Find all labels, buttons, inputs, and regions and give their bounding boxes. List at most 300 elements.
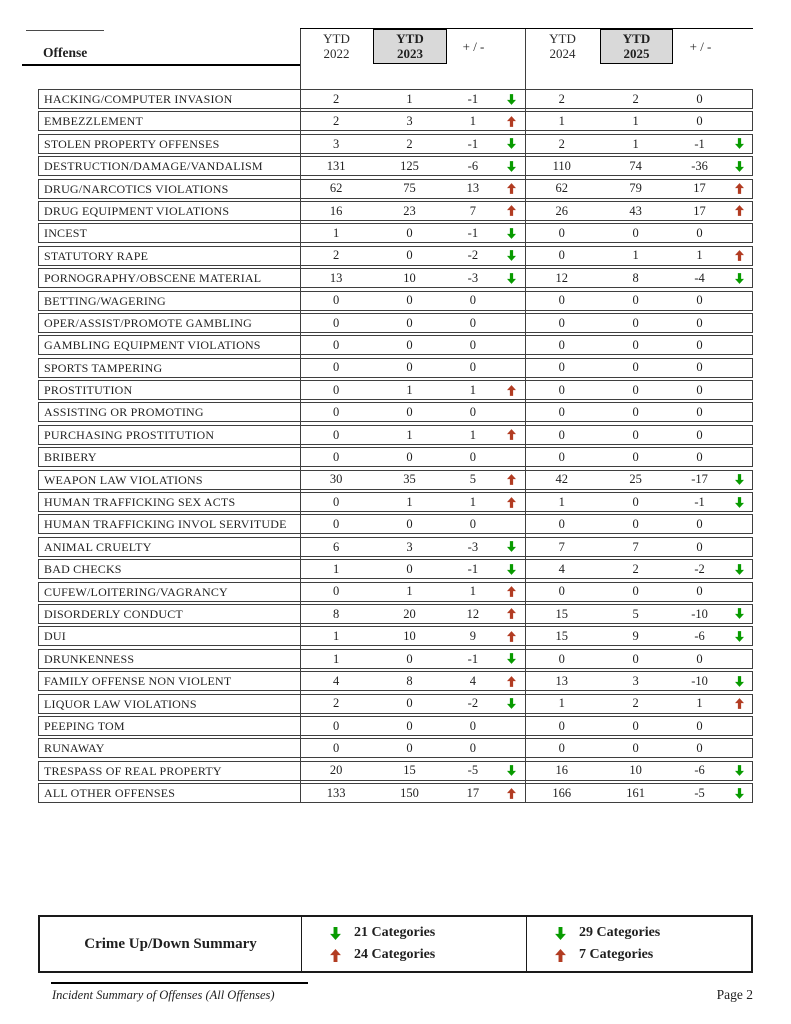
header-top-rule — [300, 28, 753, 29]
table-row — [38, 246, 753, 266]
offense-name: PORNOGRAPHY/OBSCENE MATERIAL — [44, 272, 262, 285]
up-arrow-icon — [507, 183, 516, 194]
delta-2023-value: -1 — [467, 136, 479, 151]
trend-arrow-cell — [727, 471, 752, 489]
column-header-delta-2: + / - — [689, 39, 712, 54]
offense-name: DUI — [44, 630, 66, 643]
trend-arrow-cell — [499, 90, 524, 108]
ytd-2025-value: 0 — [632, 226, 639, 241]
ytd-2023-value: 0 — [406, 651, 413, 666]
trend-arrow-cell — [499, 605, 524, 623]
table-row — [38, 335, 753, 355]
table-row — [38, 649, 753, 669]
trend-arrow-cell — [499, 538, 524, 556]
ytd-2023-value: 150 — [400, 785, 419, 800]
column-header-ytd-2024: YTD 2024 — [549, 31, 576, 61]
column-header-ytd-2023: YTD 2023 — [373, 29, 447, 64]
ytd-2022-value: 0 — [332, 427, 340, 442]
ytd-2023-value: 10 — [403, 629, 416, 644]
ytd-2022-value: 1 — [332, 561, 340, 576]
ytd-2023-value: 75 — [403, 181, 416, 196]
ytd-2023-value: 1 — [406, 91, 413, 106]
ytd-2024-value: 16 — [555, 763, 568, 778]
ytd-2022-value: 0 — [332, 315, 340, 330]
trend-arrow-cell — [499, 292, 524, 310]
summary-title: Crime Up/Down Summary — [40, 917, 302, 971]
table-row — [38, 559, 753, 579]
offense-name: FAMILY OFFENSE NON VIOLENT — [44, 675, 232, 688]
up-arrow-icon — [735, 183, 744, 194]
table-row — [38, 761, 753, 781]
delta-2025-value: 0 — [696, 293, 703, 308]
trend-arrow-cell — [499, 202, 524, 220]
ytd-2022-value: 62 — [329, 181, 343, 196]
ytd-2025-value: 8 — [632, 270, 639, 285]
table-row — [38, 201, 753, 221]
trend-arrow-cell — [499, 135, 524, 153]
offense-name: DRUNKENNESS — [44, 652, 135, 665]
down-arrow-icon — [330, 927, 341, 940]
ytd-2025-value: 5 — [632, 606, 639, 621]
trend-arrow-cell — [499, 717, 524, 735]
ytd-2024-value: 0 — [558, 517, 565, 532]
offense-name: DRUG EQUIPMENT VIOLATIONS — [44, 204, 230, 217]
table-row — [38, 604, 753, 624]
trend-arrow-cell — [499, 336, 524, 354]
ytd-2024-value: 42 — [555, 472, 568, 487]
delta-2025-value: -36 — [691, 158, 708, 173]
up-arrow-icon — [507, 608, 516, 619]
ytd-2024-value: 12 — [555, 270, 568, 285]
trend-arrow-cell — [499, 269, 524, 287]
ytd-2024-value: 110 — [552, 158, 571, 173]
ytd-2024-value: 166 — [552, 785, 572, 800]
up-arrow-icon — [735, 205, 744, 216]
offense-name: PROSTITUTION — [44, 384, 133, 397]
offense-name: BRIBERY — [44, 451, 97, 464]
ytd-2023-value: 0 — [406, 696, 413, 711]
ytd-2025-value: 25 — [629, 472, 642, 487]
delta-2025-value: 1 — [696, 696, 703, 711]
ytd-2022-value: 133 — [326, 785, 346, 800]
ytd-2024-value: 26 — [555, 203, 568, 218]
up-arrow-icon — [507, 497, 516, 508]
delta-2023-value: 0 — [469, 718, 476, 733]
ytd-2022-value: 0 — [332, 338, 340, 353]
ytd-2025-value: 0 — [632, 651, 639, 666]
delta-2025-value: -17 — [691, 472, 708, 487]
ytd-2023-value: 0 — [406, 450, 413, 464]
ytd-2023-value: 0 — [406, 561, 413, 576]
trend-arrow-cell — [727, 672, 752, 690]
table-row — [38, 738, 753, 758]
ytd-2024-value: 0 — [558, 315, 565, 330]
offense-name: CUFEW/LOITERING/VAGRANCY — [44, 585, 228, 598]
offense-name: GAMBLING EQUIPMENT VIOLATIONS — [44, 339, 261, 352]
ytd-2024-value: 1 — [558, 494, 565, 509]
table-row — [38, 425, 753, 445]
delta-2023-value: 5 — [469, 472, 476, 487]
table-row — [38, 582, 753, 602]
ytd-2024-value: 0 — [558, 226, 565, 241]
trend-arrow-cell — [499, 224, 524, 242]
up-arrow-icon — [735, 250, 744, 261]
ytd-2025-value: 0 — [632, 293, 639, 308]
delta-2025-value: 0 — [696, 584, 703, 599]
offense-name: DISORDERLY CONDUCT — [44, 607, 183, 620]
offense-name: STOLEN PROPERTY OFFENSES — [44, 137, 220, 150]
down-arrow-icon — [507, 161, 516, 172]
offense-name: INCEST — [44, 227, 88, 240]
table-row — [38, 402, 753, 422]
down-arrow-icon — [507, 138, 516, 149]
trend-arrow-cell — [727, 359, 752, 377]
ytd-2024-value: 0 — [558, 338, 565, 353]
ytd-2022-value: 0 — [332, 360, 340, 375]
trend-arrow-cell — [499, 180, 524, 198]
summary-down-line — [555, 925, 751, 941]
ytd-2022-value: 0 — [332, 382, 340, 397]
trend-arrow-cell — [727, 224, 752, 242]
delta-2023-value: 7 — [469, 203, 476, 218]
delta-2023-value: -1 — [467, 226, 479, 241]
table-row — [38, 111, 753, 131]
delta-2023-value: 1 — [469, 494, 476, 509]
offense-name: OPER/ASSIST/PROMOTE GAMBLING — [44, 316, 252, 329]
ytd-2023-value: 0 — [406, 226, 413, 241]
delta-2025-value: 0 — [696, 338, 703, 353]
ytd-2022-value: 1 — [332, 226, 340, 241]
ytd-2023-value: 3 — [406, 114, 413, 129]
up-arrow-icon — [507, 116, 516, 127]
up-arrow-icon — [507, 205, 516, 216]
ytd-2023-value: 125 — [400, 158, 419, 173]
trend-arrow-cell — [727, 90, 752, 108]
ytd-2024-value: 7 — [558, 539, 565, 554]
ytd-2024-value: 0 — [558, 741, 565, 756]
ytd-2022-value: 30 — [329, 472, 343, 487]
ytd-2025-value: 0 — [632, 405, 639, 420]
offense-name: BETTING/WAGERING — [44, 294, 166, 307]
ytd-2023-value: 0 — [406, 338, 413, 353]
trend-arrow-cell — [727, 493, 752, 511]
ytd-2025-value: 7 — [632, 539, 639, 554]
delta-2025-value: -4 — [694, 270, 705, 285]
trend-arrow-cell — [499, 627, 524, 645]
ytd-2024-value: 0 — [558, 382, 565, 397]
ytd-2024-value: 4 — [558, 561, 565, 576]
ytd-2024-value: 1 — [558, 696, 565, 711]
delta-2023-value: 1 — [469, 382, 476, 397]
ytd-2022-value: 8 — [332, 606, 340, 621]
offense-name: ASSISTING OR PROMOTING — [44, 406, 204, 419]
trend-arrow-cell — [727, 135, 752, 153]
delta-2025-value: 0 — [696, 741, 703, 756]
trend-arrow-cell — [727, 583, 752, 601]
trend-arrow-cell — [727, 627, 752, 645]
ytd-2025-value: 0 — [632, 360, 639, 375]
down-arrow-icon — [507, 698, 516, 709]
delta-2023-value: -1 — [467, 651, 479, 666]
table-row — [38, 716, 753, 736]
ytd-2025-value: 0 — [632, 315, 639, 330]
table-row — [38, 358, 753, 378]
offense-name: DESTRUCTION/DAMAGE/VANDALISM — [44, 160, 263, 173]
table-body — [38, 89, 753, 803]
ytd-2023-value: 0 — [406, 405, 413, 420]
summary-up-line — [555, 947, 751, 963]
delta-2023-value: -6 — [467, 158, 479, 173]
ytd-2025-value: 43 — [629, 203, 642, 218]
down-arrow-icon — [555, 927, 566, 940]
ytd-2022-value: 0 — [332, 584, 340, 599]
ytd-2025-value: 0 — [632, 338, 639, 353]
ytd-2024-value: 0 — [558, 248, 565, 263]
ytd-2024-value: 0 — [558, 427, 565, 442]
trend-arrow-cell — [727, 403, 752, 421]
table-row — [38, 626, 753, 646]
down-arrow-icon — [507, 541, 516, 552]
delta-2025-value: 0 — [696, 91, 703, 106]
ytd-2023-value: 15 — [403, 763, 416, 778]
delta-2025-value: 0 — [696, 450, 703, 464]
delta-2025-value: -5 — [694, 785, 705, 800]
delta-2025-value: 0 — [696, 539, 703, 554]
ytd-2022-value: 13 — [329, 270, 343, 285]
trend-arrow-cell — [499, 560, 524, 578]
table-row — [38, 492, 753, 512]
ytd-2022-value: 0 — [332, 494, 340, 509]
trend-arrow-cell — [499, 515, 524, 533]
offense-name: SPORTS TAMPERING — [44, 361, 163, 374]
ytd-2023-value: 1 — [406, 427, 413, 442]
ytd-2022-value: 16 — [329, 203, 343, 218]
up-arrow-icon — [330, 949, 341, 962]
ytd-2024-value: 0 — [558, 651, 565, 666]
delta-2023-value: 0 — [469, 450, 476, 464]
offense-name: RUNAWAY — [44, 742, 105, 755]
ytd-2023-value: 1 — [406, 584, 413, 599]
delta-2025-value: 0 — [696, 718, 703, 733]
table-row — [38, 783, 753, 803]
delta-2023-value: 0 — [469, 517, 476, 532]
trend-arrow-cell — [727, 784, 752, 802]
delta-2023-value: 0 — [469, 293, 476, 308]
table-row — [38, 134, 753, 154]
ytd-2022-value: 2 — [332, 114, 340, 129]
ytd-2024-value: 0 — [558, 293, 565, 308]
trend-arrow-cell — [499, 381, 524, 399]
delta-2025-value: 0 — [696, 517, 703, 532]
trend-arrow-cell — [499, 672, 524, 690]
down-arrow-icon — [735, 676, 744, 687]
up-arrow-icon — [507, 385, 516, 396]
delta-2025-value: 0 — [696, 315, 703, 330]
ytd-2022-value: 0 — [332, 741, 340, 756]
trend-arrow-cell — [499, 426, 524, 444]
down-arrow-icon — [735, 497, 744, 508]
ytd-2025-value: 0 — [632, 584, 639, 599]
down-arrow-icon — [735, 273, 744, 284]
ytd-2024-value: 1 — [558, 114, 565, 129]
delta-2023-value: 9 — [469, 629, 476, 644]
table-row — [38, 470, 753, 490]
ytd-2025-value: 1 — [632, 114, 639, 129]
ytd-2022-value: 0 — [332, 405, 340, 420]
ytd-2024-value: 2 — [558, 136, 565, 151]
ytd-2025-value: 74 — [629, 158, 642, 173]
trend-arrow-cell — [727, 269, 752, 287]
table-row — [38, 291, 753, 311]
down-arrow-icon — [555, 927, 566, 940]
ytd-2025-value: 0 — [632, 450, 639, 464]
table-row — [38, 313, 753, 333]
ytd-2024-value: 0 — [558, 584, 565, 599]
ytd-2022-value: 2 — [332, 248, 340, 263]
up-arrow-icon — [507, 474, 516, 485]
delta-2025-value: 0 — [696, 382, 703, 397]
delta-2025-value: 0 — [696, 226, 703, 241]
column-header-offense: Offense — [43, 45, 88, 60]
delta-2025-value: -10 — [691, 606, 708, 621]
trend-arrow-cell — [727, 515, 752, 533]
footer-report-title: Incident Summary of Offenses (All Offenses) — [52, 988, 275, 1002]
down-arrow-icon — [735, 564, 744, 575]
trend-arrow-cell — [727, 448, 752, 466]
offense-header-rule — [22, 64, 300, 66]
trend-arrow-cell — [727, 314, 752, 332]
offense-name: ALL OTHER OFFENSES — [44, 787, 176, 800]
summary-up-line — [330, 947, 526, 963]
delta-2025-value: 17 — [693, 203, 706, 218]
ytd-2023-value: 1 — [406, 382, 413, 397]
ytd-2025-value: 0 — [632, 494, 639, 509]
ytd-2025-value: 0 — [632, 382, 639, 397]
trend-arrow-cell — [727, 717, 752, 735]
delta-2025-value: -2 — [694, 561, 705, 576]
trend-arrow-cell — [727, 336, 752, 354]
ytd-2025-value: 1 — [632, 248, 639, 263]
ytd-2022-value: 1 — [332, 651, 340, 666]
ytd-2025-value: 2 — [632, 91, 639, 106]
table-row — [38, 179, 753, 199]
ytd-2025-value: 79 — [629, 181, 642, 196]
ytd-2022-value: 4 — [332, 673, 340, 688]
ytd-2025-value: 161 — [626, 785, 646, 800]
offense-name: BAD CHECKS — [44, 563, 122, 576]
column-divider — [300, 28, 301, 803]
summary-group-2025 — [527, 917, 751, 971]
table-row — [38, 537, 753, 557]
trend-arrow-cell — [727, 695, 752, 713]
column-divider — [525, 28, 526, 803]
offense-name: HUMAN TRAFFICKING SEX ACTS — [44, 496, 236, 509]
trend-arrow-cell — [499, 314, 524, 332]
ytd-2024-value: 0 — [558, 405, 565, 420]
trend-arrow-cell — [499, 157, 524, 175]
ytd-2023-value: 0 — [406, 293, 413, 308]
ytd-2025-value: 10 — [629, 763, 642, 778]
ytd-2023-value: 20 — [403, 606, 416, 621]
ytd-2022-value: 2 — [332, 696, 340, 711]
ytd-2025-value: 0 — [632, 517, 639, 532]
summary-up-count: 7 Categories — [579, 947, 654, 962]
trend-arrow-cell — [499, 762, 524, 780]
ytd-2023-value: 10 — [403, 270, 416, 285]
down-arrow-icon — [330, 927, 341, 940]
trend-arrow-cell — [727, 538, 752, 556]
page-number: Page 2 — [716, 987, 753, 1002]
ytd-2025-value: 9 — [632, 629, 639, 644]
delta-2023-value: -2 — [467, 696, 479, 711]
ytd-2024-value: 15 — [555, 629, 568, 644]
down-arrow-icon — [507, 250, 516, 261]
down-arrow-icon — [735, 161, 744, 172]
ytd-2022-value: 2 — [332, 91, 340, 106]
ytd-2024-value: 62 — [555, 181, 568, 196]
table-row — [38, 223, 753, 243]
delta-2023-value: -1 — [467, 91, 479, 106]
offense-name: STATUTORY RAPE — [44, 249, 149, 262]
ytd-2022-value: 0 — [332, 718, 340, 733]
offense-table — [38, 28, 753, 804]
ytd-2023-value: 0 — [406, 248, 413, 263]
ytd-2025-value: 2 — [632, 696, 639, 711]
crime-summary-table — [38, 915, 753, 973]
ytd-2023-value: 2 — [406, 136, 413, 151]
table-row — [38, 89, 753, 109]
down-arrow-icon — [735, 608, 744, 619]
ytd-2023-value: 0 — [406, 315, 413, 330]
table-header — [38, 28, 753, 66]
delta-2023-value: 0 — [469, 405, 476, 420]
offense-name: TRESPASS OF REAL PROPERTY — [44, 764, 222, 777]
down-arrow-icon — [735, 474, 744, 485]
offense-name: PEEPING TOM — [44, 719, 125, 732]
ytd-2023-value: 0 — [406, 741, 413, 756]
ytd-2023-value: 35 — [403, 472, 416, 487]
table-row — [38, 514, 753, 534]
delta-2025-value: -6 — [694, 763, 705, 778]
ytd-2022-value: 131 — [326, 158, 346, 173]
ytd-2024-value: 0 — [558, 718, 565, 733]
trend-arrow-cell — [727, 560, 752, 578]
ytd-2023-value: 8 — [406, 673, 413, 688]
trend-arrow-cell — [499, 247, 524, 265]
trend-arrow-cell — [727, 762, 752, 780]
up-arrow-icon — [555, 949, 566, 962]
trend-arrow-cell — [499, 650, 524, 668]
down-arrow-icon — [507, 273, 516, 284]
column-header-delta-1: + / - — [462, 39, 485, 54]
summary-group-2023 — [302, 917, 527, 971]
trend-arrow-cell — [727, 202, 752, 220]
trend-arrow-cell — [727, 157, 752, 175]
down-arrow-icon — [735, 765, 744, 776]
delta-2023-value: -5 — [467, 763, 479, 778]
column-header-ytd-2025: YTD 2025 — [600, 29, 673, 64]
delta-2023-value: -3 — [467, 539, 479, 554]
table-row — [38, 380, 753, 400]
down-arrow-icon — [507, 228, 516, 239]
trend-arrow-cell — [727, 739, 752, 757]
delta-2023-value: 0 — [469, 360, 476, 375]
ytd-2023-value: 23 — [403, 203, 416, 218]
delta-2025-value: 17 — [693, 181, 706, 196]
ytd-2023-value: 1 — [406, 494, 413, 509]
ytd-2024-value: 0 — [558, 450, 565, 464]
down-arrow-icon — [507, 94, 516, 105]
